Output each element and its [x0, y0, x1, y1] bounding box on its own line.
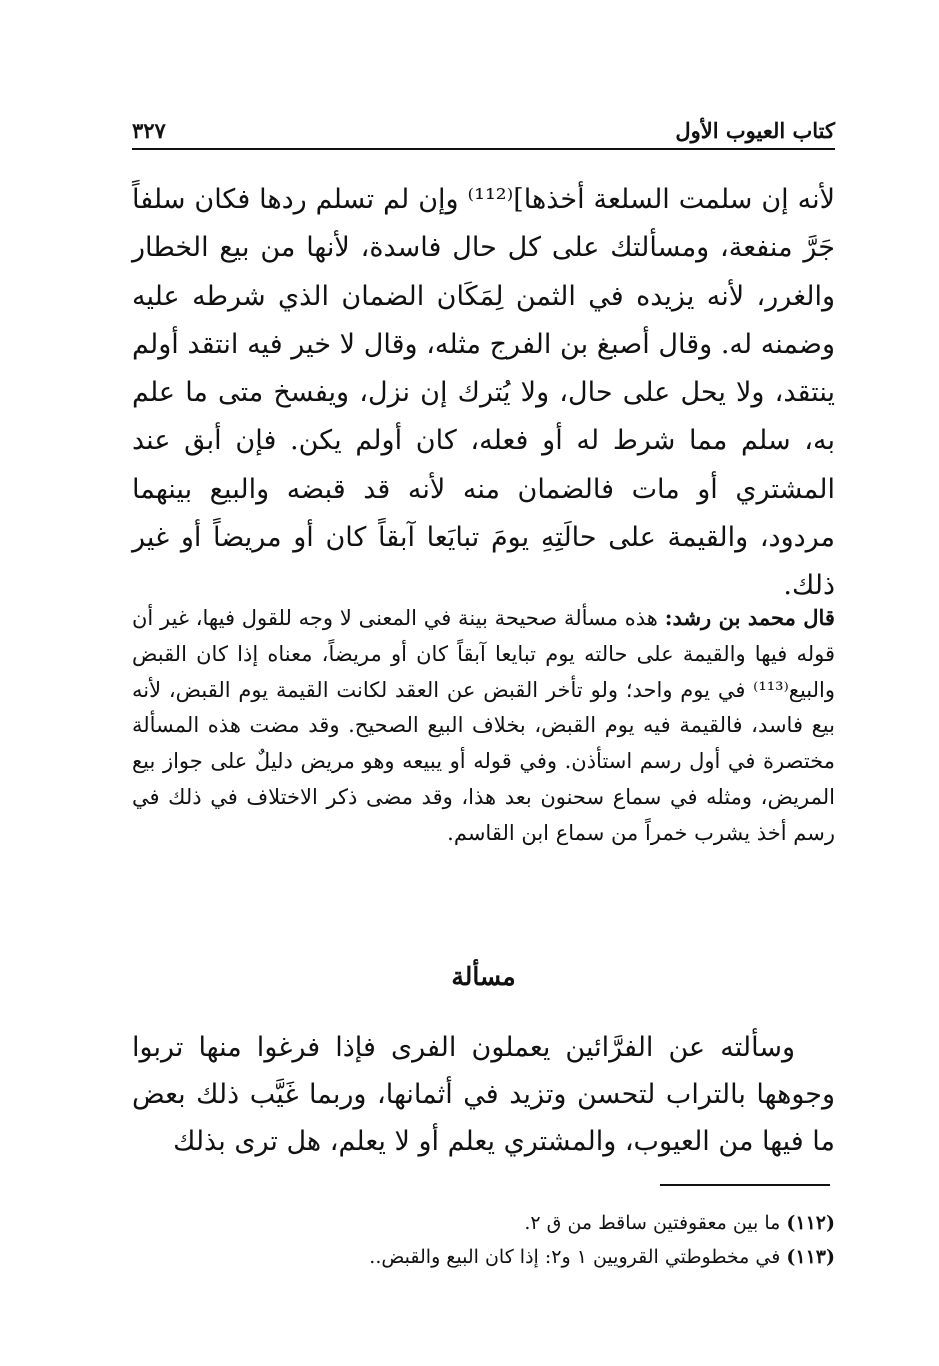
footnote-text: في مخطوطتي القرويين ١ و٢: إذا كان البيع والقبض.. [369, 1246, 781, 1268]
running-title: كتاب العيوب الأول [675, 118, 835, 143]
footnote-marker: (١١٢) [786, 1212, 835, 1234]
footnote-112 [132, 1206, 835, 1240]
footnote-marker: (١١٣) [786, 1246, 835, 1268]
header-rule [132, 148, 835, 150]
footnote-113 [132, 1240, 835, 1274]
footnotes [132, 1206, 835, 1274]
footnote-rule [660, 1184, 830, 1186]
paragraph-2 [132, 600, 835, 852]
page-number: ٣٢٧ [132, 118, 166, 143]
paragraph-1: لأنه إن سلمت السلعة أخذها]⁽¹¹²⁾ وإن لم تسلم ردها فكان سلفاً جَرَّ منفعة، ومسألتك على كل حال فاسدة، لأنها من بيع الخطار والغرر، لأنه يزيده في الثمن لِمَكَان الضمان الذي شرطه عليه وضمنه له. وقال أصبغ بن الفرج مثله، وقال لا خير فيه انتقد أولم ينتقد، ولا يحل على حال، ولا يُترك إن نزل، ويفسخ متى ما علم به، سلم مما شرط له أو فعله، كان أولم يكن. فإن أبق عند المشتري أو مات فالضمان منه لأنه قد قبضه والبيع بينهما مردود، والقيمة على حالَتِهِ يومَ تبايَعا آبقاً كان أو مريضاً أو غير ذلك. [132, 184, 835, 602]
paragraph-3: وسألته عن الفرَّائين يعملون الفرى فإذا فرغوا منها تربوا وجوهها بالتراب لتحسن وتزيد في أثمانها، وربما غَيَّب ذلك بعض ما فيها من العيوب، والمشتري يعلم أو لا يعلم، هل ترى بذلك [132, 1032, 835, 1157]
footnote-text: ما بين معقوفتين ساقط من ق ٢. [524, 1212, 781, 1234]
paragraph-2-text: هذه مسألة صحيحة بينة في المعنى لا وجه للقول فيها، غير أن قوله فيها والقيمة على حالته يوم تبايعا آبقاً كان أو مريضاً، معناه إذا كان القبض والبيع⁽¹¹³⁾ في يوم واحد؛ ولو تأخر القبض عن العقد لكانت القيمة يوم القبض، لأنه بيع فاسد، فالقيمة فيه يوم القبض، بخلاف البيع الصحيح. وقد مضت هذه المسألة مختصرة في أول رسم استأذن. وفي قوله أو يبيعه وهو مريض دليلٌ على جواز بيع المريض، ومثله في سماع سحنون بعد هذا، وقد مضى ذكر الاختلاف في ذلك في رسم أخذ يشرب خمراً من سماع ابن القاسم. [132, 606, 835, 845]
section-title: مسألة [451, 962, 516, 991]
paragraph-2-lead: قال محمد بن رشد: [664, 605, 835, 630]
page-header [132, 118, 835, 146]
